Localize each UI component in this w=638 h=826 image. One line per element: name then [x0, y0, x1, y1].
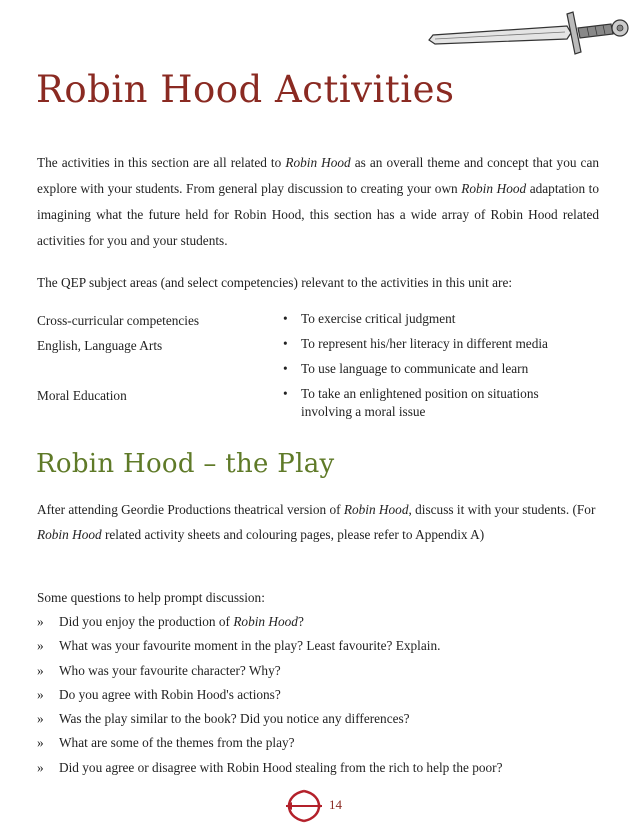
section-heading: Robin Hood – the Play: [36, 449, 335, 479]
bullet: •: [283, 311, 288, 326]
competency-item: • To take an enlightened position on situations involving a moral issue: [283, 386, 539, 419]
competency-item: • To exercise critical judgment: [283, 311, 456, 326]
bullet: •: [283, 336, 288, 351]
competency-item: • To use language to communicate and learn: [283, 361, 529, 376]
list-item: » Was the play similar to the book? Did you notice any differences?: [37, 711, 410, 727]
page-number: 14: [329, 797, 342, 812]
bow-arrow-icon: [284, 789, 324, 823]
subject-area: Cross-curricular competencies: [37, 313, 200, 328]
bullet: •: [283, 386, 288, 401]
intro-paragraph: The activities in this section are all related to Robin Hood as an overall theme and concept that you can explore with your students. From general play discussion to creating your own Robin Hood adaptation to imagining what the future held for Robin Hood, this section has a wide array of Robin Hood related activities for you and your students.: [37, 155, 600, 248]
questions-list: [37, 610, 503, 780]
list-item: » Did you agree or disagree with Robin Hood stealing from the rich to help the poor?: [37, 759, 503, 775]
qep-intro: The QEP subject areas (and select competencies) relevant to the activities in this unit are:: [37, 275, 513, 290]
competency-item: • To represent his/her literacy in different media: [283, 336, 548, 351]
list-item: » Who was your favourite character? Why?: [37, 662, 281, 678]
questions-intro: Some questions to help prompt discussion:: [37, 590, 265, 605]
play-paragraph: After attending Geordie Productions theatrical version of Robin Hood, discuss it with your students. (For Robin Hood related activity sheets and colouring pages, please refer to Appendix A): [37, 502, 596, 542]
bullet: •: [283, 361, 288, 376]
subject-area: English, Language Arts: [37, 338, 163, 353]
page-title: Robin Hood Activities: [36, 68, 455, 111]
subject-area: Moral Education: [37, 388, 127, 403]
sword-icon: [425, 6, 635, 66]
list-item: » Do you agree with Robin Hood's actions?: [37, 686, 281, 702]
list-item: » What are some of the themes from the play?: [37, 735, 295, 751]
list-item: » Did you enjoy the production of Robin Hood?: [37, 614, 304, 629]
list-item: » What was your favourite moment in the play? Least favourite? Explain.: [37, 638, 441, 654]
